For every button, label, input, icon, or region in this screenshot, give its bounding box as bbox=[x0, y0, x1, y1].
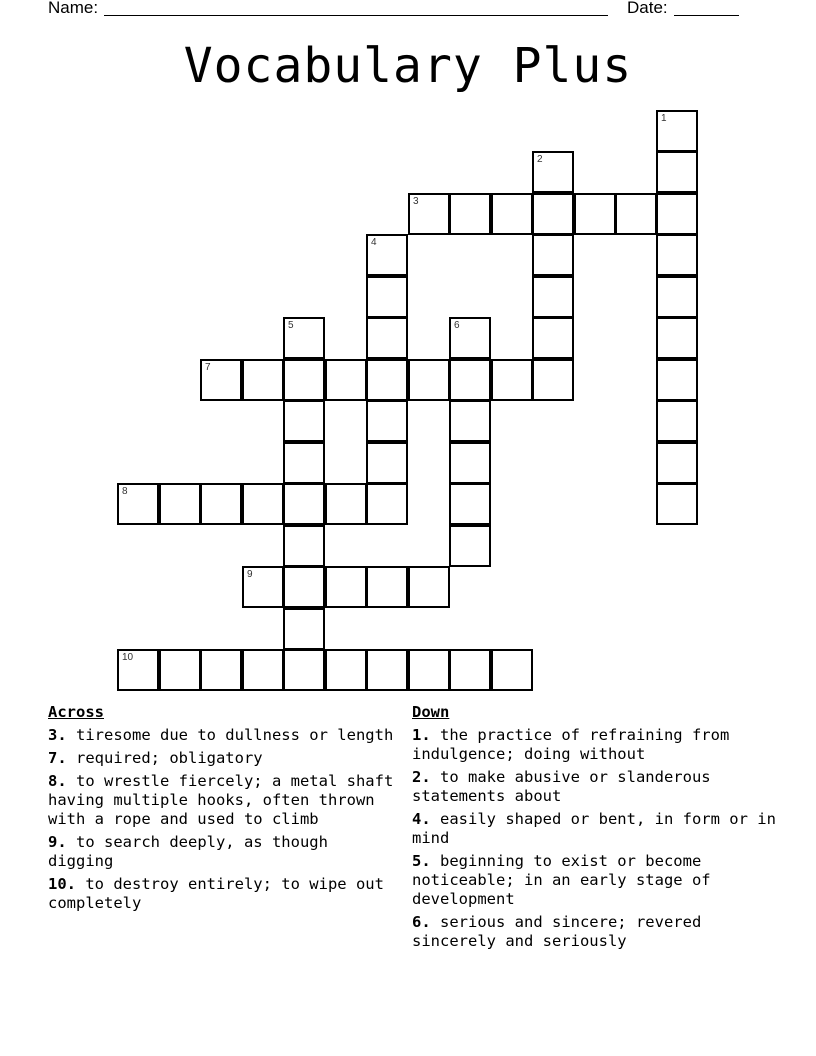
grid-cell[interactable] bbox=[200, 359, 242, 401]
grid-cell[interactable] bbox=[656, 442, 698, 484]
clue-text: to wrestle fiercely; a metal shaft having multiple hooks, often thrown with a rope and used to climb bbox=[48, 772, 394, 828]
grid-cell[interactable] bbox=[325, 359, 367, 401]
clue-item bbox=[48, 833, 398, 871]
clue-text: the practice of refraining from indulgence; doing without bbox=[412, 726, 730, 763]
clue-text: beginning to exist or become noticeable; in an early stage of development bbox=[412, 852, 711, 908]
grid-cell[interactable] bbox=[656, 110, 698, 152]
grid-cell[interactable] bbox=[656, 193, 698, 235]
grid-cell[interactable] bbox=[283, 359, 325, 401]
clue-text: to search deeply, as though digging bbox=[48, 833, 328, 870]
grid-cell[interactable] bbox=[366, 483, 408, 525]
clue-item bbox=[412, 810, 782, 848]
grid-cell[interactable] bbox=[449, 193, 491, 235]
clue-text: to make abusive or slanderous statements about bbox=[412, 768, 711, 805]
grid-cell[interactable] bbox=[491, 193, 533, 235]
grid-cell[interactable] bbox=[491, 359, 533, 401]
grid-cell[interactable] bbox=[242, 483, 284, 525]
clue-item bbox=[48, 772, 398, 829]
grid-cell[interactable] bbox=[366, 442, 408, 484]
date-label: Date: bbox=[627, 0, 668, 17]
clue-item bbox=[412, 852, 782, 909]
clue-number: 2. bbox=[412, 768, 431, 786]
grid-cell[interactable] bbox=[491, 649, 533, 691]
grid-cell[interactable] bbox=[242, 649, 284, 691]
down-clue-list bbox=[412, 726, 782, 951]
grid-cell[interactable] bbox=[283, 317, 325, 359]
grid-cell[interactable] bbox=[408, 193, 450, 235]
grid-cell[interactable] bbox=[159, 649, 201, 691]
grid-cell[interactable] bbox=[366, 400, 408, 442]
grid-cell[interactable] bbox=[325, 649, 367, 691]
clue-number: 7. bbox=[48, 749, 67, 767]
grid-cell[interactable] bbox=[283, 566, 325, 608]
clue-text: serious and sincere; revered sincerely and seriously bbox=[412, 913, 702, 950]
clue-number: 1. bbox=[412, 726, 431, 744]
grid-cell[interactable] bbox=[242, 566, 284, 608]
cell-number: 2 bbox=[537, 154, 543, 165]
grid-cell[interactable] bbox=[449, 649, 491, 691]
name-label: Name: bbox=[48, 0, 99, 17]
grid-cell[interactable] bbox=[656, 151, 698, 193]
grid-cell[interactable] bbox=[366, 359, 408, 401]
grid-cell[interactable] bbox=[656, 483, 698, 525]
clue-item bbox=[412, 913, 782, 951]
clue-item bbox=[48, 726, 398, 745]
grid-cell[interactable] bbox=[200, 483, 242, 525]
grid-cell[interactable] bbox=[283, 649, 325, 691]
grid-cell[interactable] bbox=[283, 400, 325, 442]
grid-cell[interactable] bbox=[532, 359, 574, 401]
clue-item bbox=[48, 875, 398, 913]
clue-text: easily shaped or bent, in form or in mind bbox=[412, 810, 776, 847]
grid-cell[interactable] bbox=[532, 234, 574, 276]
grid-cell[interactable] bbox=[200, 649, 242, 691]
across-clues bbox=[48, 703, 398, 917]
grid-cell[interactable] bbox=[532, 317, 574, 359]
grid-cell[interactable] bbox=[325, 566, 367, 608]
cell-number: 6 bbox=[454, 320, 460, 331]
cell-number: 9 bbox=[247, 569, 253, 580]
grid-cell[interactable] bbox=[449, 483, 491, 525]
clue-number: 3. bbox=[48, 726, 67, 744]
grid-cell[interactable] bbox=[656, 276, 698, 318]
clue-number: 5. bbox=[412, 852, 431, 870]
cell-number: 4 bbox=[371, 237, 377, 248]
cell-number: 7 bbox=[205, 362, 211, 373]
grid-cell[interactable] bbox=[449, 359, 491, 401]
grid-cell[interactable] bbox=[408, 359, 450, 401]
grid-cell[interactable] bbox=[283, 608, 325, 650]
grid-cell[interactable] bbox=[283, 525, 325, 567]
grid-cell[interactable] bbox=[656, 400, 698, 442]
grid-cell[interactable] bbox=[532, 151, 574, 193]
cell-number: 8 bbox=[122, 486, 128, 497]
grid-cell[interactable] bbox=[532, 193, 574, 235]
clue-number: 9. bbox=[48, 833, 67, 851]
clue-number: 8. bbox=[48, 772, 67, 790]
grid-cell[interactable] bbox=[366, 317, 408, 359]
across-clue-list bbox=[48, 726, 398, 913]
grid-cell[interactable] bbox=[615, 193, 657, 235]
clue-number: 10. bbox=[48, 875, 76, 893]
across-heading: Across bbox=[48, 703, 104, 721]
grid-cell[interactable] bbox=[366, 649, 408, 691]
cell-number: 5 bbox=[288, 320, 294, 331]
grid-cell[interactable] bbox=[449, 400, 491, 442]
cell-number: 3 bbox=[413, 196, 419, 207]
clue-item bbox=[48, 749, 398, 768]
clue-item bbox=[412, 768, 782, 806]
cell-number: 10 bbox=[122, 652, 134, 663]
grid-cell[interactable] bbox=[366, 276, 408, 318]
grid-cell[interactable] bbox=[408, 566, 450, 608]
grid-cell[interactable] bbox=[574, 193, 616, 235]
grid-cell[interactable] bbox=[283, 483, 325, 525]
grid-cell[interactable] bbox=[449, 525, 491, 567]
grid-cell[interactable] bbox=[449, 317, 491, 359]
grid-cell[interactable] bbox=[117, 649, 159, 691]
grid-cell[interactable] bbox=[159, 483, 201, 525]
page-title: Vocabulary Plus bbox=[183, 38, 633, 94]
clue-number: 4. bbox=[412, 810, 431, 828]
grid-cell[interactable] bbox=[656, 234, 698, 276]
grid-cell[interactable] bbox=[408, 649, 450, 691]
down-clues bbox=[412, 703, 782, 955]
grid-cell[interactable] bbox=[325, 483, 367, 525]
clue-text: required; obligatory bbox=[66, 749, 263, 767]
grid-cell[interactable] bbox=[117, 483, 159, 525]
down-heading: Down bbox=[412, 703, 450, 721]
clue-text: tiresome due to dullness or length bbox=[66, 726, 394, 744]
grid-cell[interactable] bbox=[656, 359, 698, 401]
grid-cell[interactable] bbox=[242, 359, 284, 401]
clue-number: 6. bbox=[412, 913, 431, 931]
grid-cell[interactable] bbox=[449, 442, 491, 484]
cell-number: 1 bbox=[661, 113, 667, 124]
clue-item bbox=[412, 726, 782, 764]
grid-cell[interactable] bbox=[366, 234, 408, 276]
clue-text: to destroy entirely; to wipe out completely bbox=[48, 875, 384, 912]
grid-cell[interactable] bbox=[283, 442, 325, 484]
grid-cell[interactable] bbox=[532, 276, 574, 318]
grid-cell[interactable] bbox=[366, 566, 408, 608]
grid-cell[interactable] bbox=[656, 317, 698, 359]
